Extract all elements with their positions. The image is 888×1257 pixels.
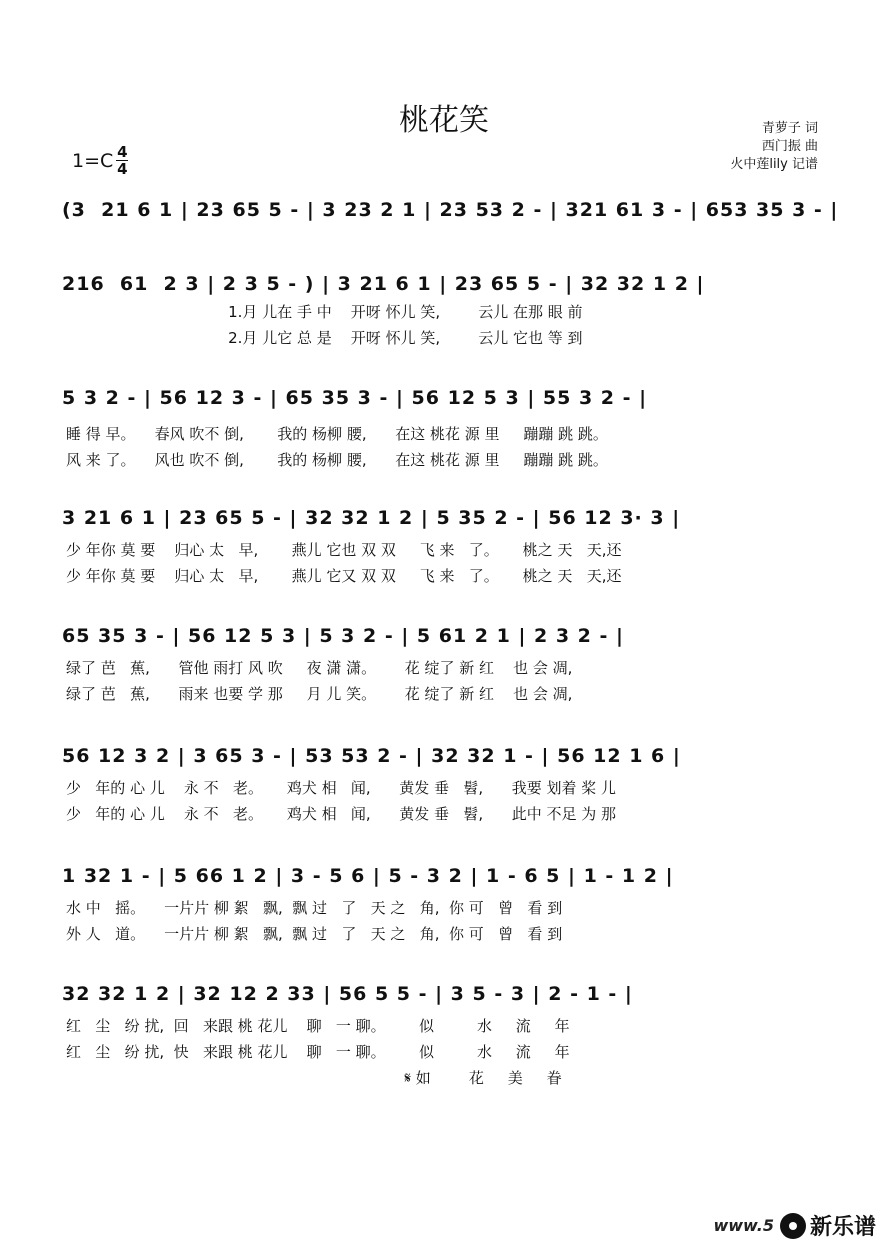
lyric-line-verse-1: 少 年你 莫 要 归心 太 早, 燕儿 它也 双 双 飞 来 了。 桃之 天 天,还	[66, 541, 622, 559]
lyric-line-verse-2: 红 尘 纷 扰, 快 来跟 桃 花儿 聊 一 聊。 似 水 流 年	[66, 1043, 570, 1061]
lyric-line-verse-2: 风 来 了。 风也 吹不 倒, 我的 杨柳 腰, 在这 桃花 源 里 蹦蹦 跳 跳。	[66, 451, 608, 469]
lyric-line-verse-1: 绿了 芭 蕉, 管他 雨打 风 吹 夜 潇 潇。 花 绽了 新 红 也 会 凋,	[66, 659, 573, 677]
lyric-line-verse-1: 少 年的 心 儿 永 不 老。 鸡犬 相 闻, 黄发 垂 髫, 我要 划着 桨 儿	[66, 779, 617, 797]
time-signature	[116, 144, 128, 177]
notation-line: 65 35 3 - | 56 12 5 3 | 5 3 2 - | 5 61 2 1 | 2 3 2 - |	[62, 625, 624, 647]
lyric-line-verse-1: 水 中 摇。 一片片 柳 絮 飘, 飘 过 了 天 之 角, 你 可 曾 看 到	[66, 899, 563, 917]
credits	[730, 120, 818, 174]
lyric-line-verse-2: 外 人 道。 一片片 柳 絮 飘, 飘 过 了 天 之 角, 你 可 曾 看 到	[66, 925, 563, 943]
watermark-url: www.5	[713, 1216, 774, 1235]
key-signature	[72, 144, 128, 177]
lyric-line-coda: 𝄋 如 花 美 眷	[66, 1069, 562, 1087]
lyric-line-verse-2: 少 年你 莫 要 归心 太 早, 燕儿 它又 双 双 飞 来 了。 桃之 天 天,还	[66, 567, 622, 585]
lyric-line-verse-1: 睡 得 早。 春风 吹不 倒, 我的 杨柳 腰, 在这 桃花 源 里 蹦蹦 跳 跳。	[66, 425, 608, 443]
notation-line: 1 32 1 - | 5 66 1 2 | 3 - 5 6 | 5 - 3 2 | 1 - 6 5 | 1 - 1 2 |	[62, 865, 674, 887]
key-label: 1=C	[72, 149, 114, 172]
site-watermark	[713, 1210, 876, 1241]
time-beats: 4	[117, 143, 128, 161]
notation-line: 3 21 6 1 | 23 65 5 - | 32 32 1 2 | 5 35 2 - | 56 12 3· 3 |	[62, 507, 681, 529]
lyric-line-verse-1: 1.月 儿在 手 中 开呀 怀儿 笑, 云儿 在那 眼 前	[66, 303, 583, 321]
composer-credit: 西门振 曲	[761, 139, 818, 154]
transcriber-credit: 火中莲lily 记谱	[730, 157, 818, 172]
lyricist-credit: 青萝子 词	[761, 121, 818, 136]
record-disc-icon	[780, 1213, 806, 1239]
notation-line: 216 61 2 3 | 2 3 5 - ) | 3 21 6 1 | 23 65 5 - | 32 32 1 2 |	[62, 273, 705, 295]
notation-line: 5 3 2 - | 56 12 3 - | 65 35 3 - | 56 12 5 3 | 55 3 2 - |	[62, 387, 648, 409]
watermark-name: 新乐谱	[809, 1215, 876, 1240]
lyric-line-verse-1: 红 尘 纷 扰, 回 来跟 桃 花儿 聊 一 聊。 似 水 流 年	[66, 1017, 570, 1035]
lyric-line-verse-2: 绿了 芭 蕉, 雨来 也要 学 那 月 儿 笑。 花 绽了 新 红 也 会 凋,	[66, 685, 573, 703]
song-title: 桃花笑	[399, 103, 489, 138]
lyric-line-verse-2: 少 年的 心 儿 永 不 老。 鸡犬 相 闻, 黄发 垂 髫, 此中 不足 为 那	[66, 805, 617, 823]
time-unit: 4	[117, 160, 128, 178]
notation-line: 32 32 1 2 | 32 12 2 33 | 56 5 5 - | 3 5 - 3 | 2 - 1 - |	[62, 983, 633, 1005]
lyric-line-verse-2: 2.月 儿它 总 是 开呀 怀儿 笑, 云儿 它也 等 到	[66, 329, 583, 347]
notation-line: 56 12 3 2 | 3 65 3 - | 53 53 2 - | 32 32 1 - | 56 12 1 6 |	[62, 745, 681, 767]
notation-line: (3 21 6 1 | 23 65 5 - | 3 23 2 1 | 23 53 2 - | 321 61 3 - | 653 35 3 - |	[62, 199, 839, 221]
